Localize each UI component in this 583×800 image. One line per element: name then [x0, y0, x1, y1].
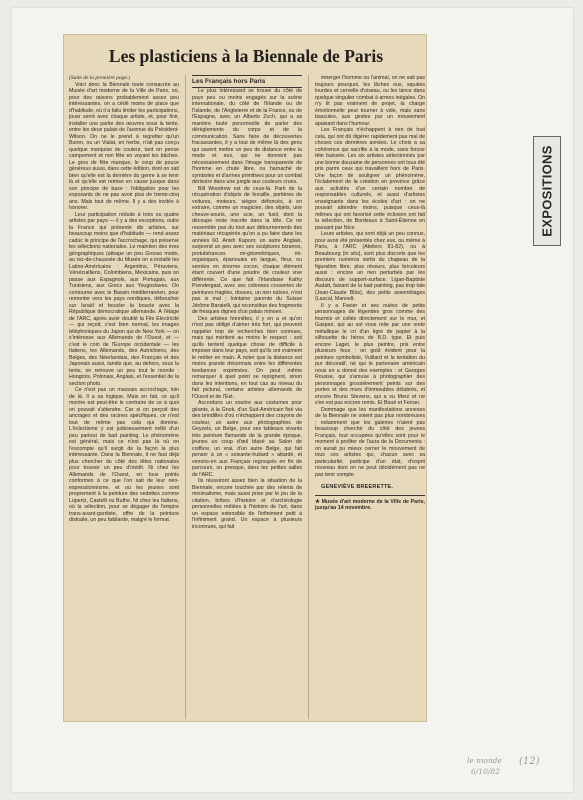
- paragraph: Leurs artistes, qui sont déjà un peu connus, pour avoir été présentés chez eux, ou même à Paris, à l'ARC (Ateliers 81-82), ou à Beaubourg (in situ), sont plus discrets que les premiers numéros sortis du chapeau de la figuration libre, plus réveurs, plus bricoleurs aussi : encore un rien perturbés par les discours de support-surface. Ligan-Baptiste Audatt, faisant de la bad painting, pas trop tale (Jean-Claude Blüs), des petits assemblages (Lascal, Manoelt.: [315, 231, 425, 302]
- article-column-3: [315, 75, 425, 719]
- section-subhead: Les Français hors Paris: [192, 75, 302, 88]
- continuation-note: (Suite de la première page.): [69, 75, 131, 81]
- author-byline: GENEVIÈVE BREERETTE.: [321, 484, 394, 490]
- paragraph: Le plus intéressant se trouve du côté de pays peu ou moins engagés sur la scène internationale, du côté de l'Irlande ou de l'Islande, de l'Angleterre et de la France, ou de l'Espagne, avec un Alberto Zuch, qui a sa manière toute personnelle de parler des dérèglements du corps et de la communication. Sans faire de découvertes fracassantes, il y a tout de même là des gens qui savent mettre un peu de distance entre la mode et eux, qui ne donnent pas nécessairement dans l'image transparente de l'homme en chute libre, ou harnaché de symboles et d'armes primitives pour un combat dérisoire dans une jungle aux couleurs crues.: [192, 88, 302, 185]
- paragraph: Les Français n'échappent à rien de tout cela, qui ont dû digérer rapidement pas mal de choses ces dernières années. Le choix a sa cohérence qui sacrifie à la mode, sans foncer tête baissée. Les six artistes sélectionnés par une bonne douzaine de personnes ont tous été pris parmi ceux qui travaillent hors de Paris. Une façon de souligner un phénomène, l'éclatement de la création en province grâce aux activités d'un certain nombre de responsables culturels, et aussi d'artistes enseignants dans les écoles d'art : on ne pouvait attendre moins, puisque ceux-là mêmes qui ont favorisé cette éclosion ont fait la sélection, de Bordeaux à Saint-Étienne en passant par Nice.: [315, 127, 425, 231]
- paragraph: Ce n'est pas un mauvais accrochage, loin de là. Il a sa logique. Mais en fait, ce qu'il montre est peut-être le contraire de ce à quoi on pouvait s'attendre. Car si on perçoit des ancrages et des racines spécifiques, ce n'est tout de même pas cela qui domine. L'éclectisme y est judicieusement mêlé d'un peu partout de bad painting. Le phénomène est général, mais ce n'est pas là où on l'escompte qu'il surgit de la façon la plus intéressante. Dans la Biennale, il ne faut déjà plus chercher du côté des têtes nationales pour trouver un peu d'inédit. Ni chez les Allemands de l'Ouest, en tous points conformes à ce que l'on sait de leur néo-expressionnisme, et où les jeunes sont proprement à la peinture des vedettes comme Lüpertz, Castelli ou Buthe. Ni chez les Italiens, où la sélection, pour se dégager de l'empire trans-avant-gardiste, offre de la peinture distraite, un peu faiblarde, malgré le format.: [69, 387, 179, 523]
- column-divider: [308, 75, 309, 719]
- article-column-2: [192, 75, 302, 719]
- paragraph: Dommage que les manifestations annexes de la Biennale ne soient pas plus nombreuses ; notamment que les galeries n'aient pas beaucoup cherché du côté des jeunes Français, tout occupées qu'elles sont pour le moment à profiter de l'aura de la Documenta : on aurait pu mieux cerner le mouvement de tous ces artistes qui, chacun avec sa particularité, participe d'un état, d'esprit nouveau dont on ne peut décidément pas ne pas tenir compte.: [315, 406, 425, 478]
- footnote-divider: [315, 495, 425, 496]
- paragraph: Ils réussiront assez bien la situation de la Biennale, encore touchée par des relents de minimalisme, mais aussi prise par le jeu de la citation, bribes d'histoire et d'archéologie personnelles mêlées à l'histoire de l'art, dans un espace extensible de l'infiniment petit à l'infiniment grand. Un espace à plusieurs inconnues, qui fait: [192, 478, 302, 530]
- paragraph: Voici donc la Biennale toute consacrée au Musée d'art moderne de la Ville de Paris, où, pour des raisons probablement assez peu intéressantes, on a cédé moins de place que d'habitude, où il a fallu limiter les participations, jouer serré avec chaque artiste, et, pour finir, installer une partie des œuvres sous la tente, entre les deux palais de l'avenue du Président-Wilson. On ne le prend à regretter qu'un Buren, ou un Vialat, en herbe, n'ait pas conçu quelque marquise de couleur, tant on pense campement et non fête en voyant les bâches. Le gros de fête manque, le coup de pouce généreux aussi, dans cette édition, dont on sait bien qu'elle est la dernière du genre à se tenir là et qu'elle est remise en cause jusque dans son principe de base : l'obligation pour les exposants de ne pas avoir plus de trente-cinq ans. Mais tout de même. Il y a des invités à honorer.: [69, 81, 179, 211]
- paragraph: Il y a Favier et ses nuées de petits personnages de légendes gros comme des fourmis et collés directement sur le mur, et Gaspari, qui au sol vous relie par une onde métallique le cri d'un tigre de papier à la silhouette du héros de B.D. type. Et puis encore Laget, le plus peintre, pris entre plusieurs feux : on goût évident pour la peinture symboliste, Vuillard et la tentation du pur décoratif, né qui le partenaire américain nous en a donné des exemples : et Georges Rousse, qui s'amuse à photographier des personnages grossièrement peints sur des portes et des murs d'immeubles délabrés, et encore Bruno Stevens, qui a vu Merz et ne s'en est pas encore remis. Et Boué et Ferran.: [315, 302, 425, 406]
- article-headline: Les plasticiens à la Biennale de Paris: [108, 46, 384, 66]
- handwritten-annotation: [467, 756, 562, 796]
- paragraph: émerger l'homme ou l'animal, on ne sait pas toujours pourquoi, les lâches eux, squales lourdes et cervelle d'oiseau, ou les lance dans quelque singulier combat à armes inégales. On n'y lit pas vraiment de projet, la charge émotionnelle peut tourner à vide, mais sans bascules, aux gestes par un mouvement apaisant dans l'humour.: [315, 75, 425, 127]
- article-body: [69, 75, 425, 719]
- article-column-1: [69, 75, 179, 719]
- paragraph: Des artistes honnêtes, il y en a et qu'on n'est pas obligé d'aimer très fort, qui peuvent rappeler trop de recherches bien connues, mais qui méritent au moins le respect : soit qu'ils tentent quelque chose de difficile à imposer dans leur pays, soit qu'ils ont vraiment le métier en main. À noter que la distance est moins grande désormais entre les différentes tendances exprimées. On peut même remarquer à quel point se rejoignent, sinon dans les intentions, en tout cas au niveau du fait pictural, certains artistes allemands de l'Ouest et de l'Est.: [192, 315, 302, 400]
- annotation-date: 6/10/82: [471, 767, 500, 776]
- annotation-number: (12): [519, 756, 540, 767]
- category-stamp: [533, 136, 561, 246]
- paragraph: Bill Woodrow est de ceux-là. Parti de la récupération d'objets de ferraille, portières de voitures, moteurs, sièges défoncés, à en extraire, comme un magicien, des objets, une cheuve-souris, une scie, un fusil, dont la découpe reste inscrite dans la tôle. Ce ne ressemble pas du tout aux détournements des matériaux récupérés qu'on a pu faire dans les années 60. Anish Kapoor, un autre Anglais, surprend un peu avec ses sculptures bizarres, protubérances mi-géométriques, mi-organiques, épanouies en langue, fleur, ou serrées en énorme cocon, chaque élément étant couvert d'une poudre de couleur vive différente. Ce que fait l'Irlandaise Kathy Prendergast, avec ses colonnes couvertes de peintures fragiles, douces, un rien naïves, n'est pas si mal ; lointaine parente du Suisse Jérôme Baratelli, qui reconstitue des fragments de fresques dignes d'un palais minoen.: [192, 185, 302, 315]
- newspaper-clipping: [63, 34, 427, 722]
- column-divider: [185, 75, 186, 719]
- paragraph: Leur participation réduite à trois ou quatre artistes par pays — il y a des exceptions, outre la France qui présente dix artistes, sur beaucoup moins que d'habitude — rend assez caduc le principe de l'accrochage, qui préserve les sélections nationales. Le maintien des ères géographiques (attrape un peu Grosso modo, au rez-de-chaussée du Musée on a installé les Latino-Américains : Argentins, Péruviens, Vénézuéliens, Colombiens, Mexicains, puis on passe aux Espagnols, aux Portugais, aux Tunisiens, aux Grecs aux Yougoslaves. On contourne avec le Bassin méditerranéen, pour remonter vers les pays nordiques, déboucher sur Israël et boucler la boucle avec la République démocratique allemande. À l'étage de l'ARC, après avoir doublé la File Electricité — qui reçoit, c'est bien normal, les images téléphoniques du Japon qui de New York — on s'intéresse aux Allemands de l'Ouest, et — c'est le coin de l'Europe occidentale — les Italiens, les Allemands, des Autrichiens, des Belges, des Néerlandais, des Français et des Japonais aussi, tandis que, au dehors, sous la tente, on retrouve un peu tout le monde : Hongrois, Polonais, Anglais, et l'essentiel de la section photo.: [69, 211, 179, 387]
- paragraph: Accordons un sourire aux costumes pour géants, à la Gnok, d'un Sud-Américain fixé via des brindilles d'où n'échappent des crayons de couleur, un autre aux photographies de Geyzels, un Belge, pour ses tableaux vivants très peinture flamande de la grande époque, jeunes un coup d'œil blasé au Salon de coiffure, un vrai, d'un autre Belge, qui fait penser à un « soixante-huitard » attardé, et venons-en aux Français regroupés en fin de parcours, ou presque, dans les petites salles de l'ARC.: [192, 400, 302, 478]
- exhibition-footnote: ★ Musée d'art moderne de la Ville de Paris, jusqu'au 14 novembre.: [315, 498, 425, 511]
- annotation-source: le monde: [467, 756, 502, 765]
- archive-sheet: [12, 8, 573, 792]
- stamp-label: EXPOSITIONS: [539, 145, 555, 237]
